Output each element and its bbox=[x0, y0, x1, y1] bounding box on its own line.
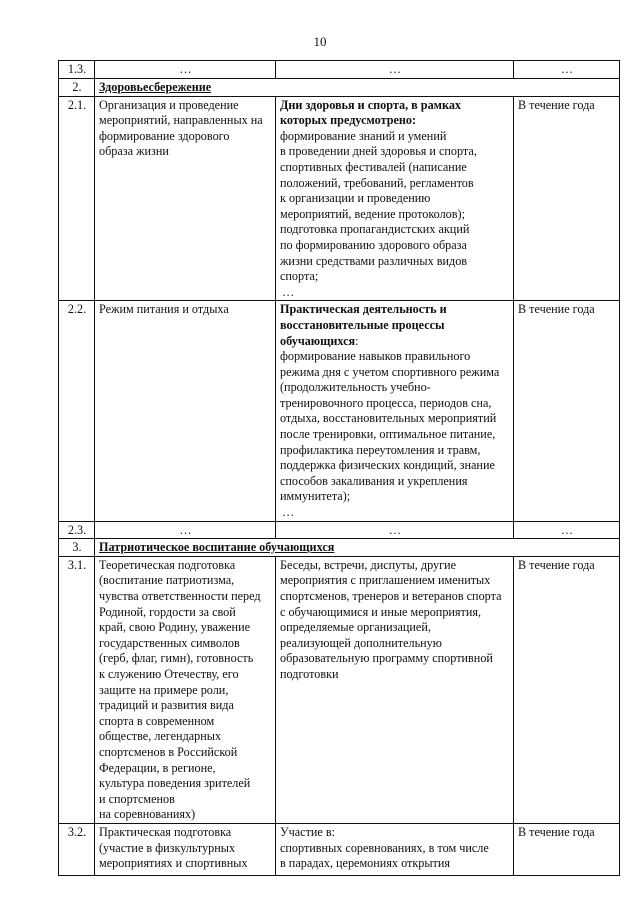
table-row bbox=[59, 556, 620, 823]
ellipsis-cell: … bbox=[95, 521, 276, 539]
table-row bbox=[59, 61, 620, 79]
activity-cell: Практическая подготовка (участие в физкультурных мероприятиях и спортивных bbox=[95, 823, 276, 875]
table-row bbox=[59, 823, 620, 875]
table-row bbox=[59, 521, 620, 539]
section-row bbox=[59, 79, 620, 97]
table-row bbox=[59, 96, 620, 301]
page-number: 10 bbox=[313, 34, 327, 49]
period-cell: В течение года bbox=[514, 96, 620, 301]
section-title: Здоровьесбережение bbox=[95, 79, 620, 97]
ellipsis-cell: … bbox=[514, 61, 620, 79]
activity-cell: Теоретическая подготовка (воспитание патриотизма, чувства ответственности перед Родиной, гордости за свой край, свою Родину, уважение государственных символов (герб, флаг, гимн), готовность к служению Отечеству, его защите на примере роли, традиций и развития вида спорта в современном обществе, легендарных спортсменов в Российской Федерации, в регионе, культура поведения зрителей и спортсменов на соревнованиях) bbox=[95, 556, 276, 823]
ellipsis-cell: … bbox=[514, 521, 620, 539]
content-cell: Практическая деятельность и восстановительные процессы обучающихся: формирование навыков правильного режима дня с учетом спортивного режима (продолжительность учебно- тренировочного процесса, периодов сна, отдыха, восстановительных мероприятий после тренировки, оптимальное питание, профилактика переутомления и травм, поддержка физических кондиций, знание способов закаливания и укрепления иммунитета); … bbox=[276, 301, 514, 521]
content-cell: Беседы, встречи, диспуты, другие мероприятия с приглашением именитых спортсменов, тренеров и ветеранов спорта с обучающимися и иные мероприятия, определяемые организацией, реализующей дополнительную образовательную программу спортивной подготовки bbox=[276, 556, 514, 823]
period-cell: В течение года bbox=[514, 301, 620, 521]
ellipsis-cell: … bbox=[276, 521, 514, 539]
period-cell: В течение года bbox=[514, 556, 620, 823]
activity-cell: Организация и проведение мероприятий, направленных на формирование здорового образа жизни bbox=[95, 96, 276, 301]
content-cell: Участие в: спортивных соревнованиях, в том числе в парадах, церемониях открытия bbox=[276, 823, 514, 875]
content-cell: Дни здоровья и спорта, в рамках которых предусмотрено: формирование знаний и умений в проведении дней здоровья и спорта, спортивных фестивалей (написание положений, требований, регламентов к организации и проведению мероприятий, ведение протоколов); подготовка пропагандистских акций по формированию здорового образа жизни средствами различных видов спорта; … bbox=[276, 96, 514, 301]
table-row bbox=[59, 301, 620, 521]
section-number: 3. bbox=[59, 539, 95, 557]
row-number: 3.1. bbox=[59, 556, 95, 823]
row-number: 2.2. bbox=[59, 301, 95, 521]
row-number: 2.1. bbox=[59, 96, 95, 301]
activities-table bbox=[58, 60, 620, 876]
ellipsis-cell: … bbox=[276, 61, 514, 79]
section-number: 2. bbox=[59, 79, 95, 97]
activity-cell: Режим питания и отдыха bbox=[95, 301, 276, 521]
period-cell: В течение года bbox=[514, 823, 620, 875]
section-title: Патриотическое воспитание обучающихся bbox=[95, 539, 620, 557]
row-number: 1.3. bbox=[59, 61, 95, 79]
section-row bbox=[59, 539, 620, 557]
row-number: 3.2. bbox=[59, 823, 95, 875]
ellipsis-cell: … bbox=[95, 61, 276, 79]
row-number: 2.3. bbox=[59, 521, 95, 539]
